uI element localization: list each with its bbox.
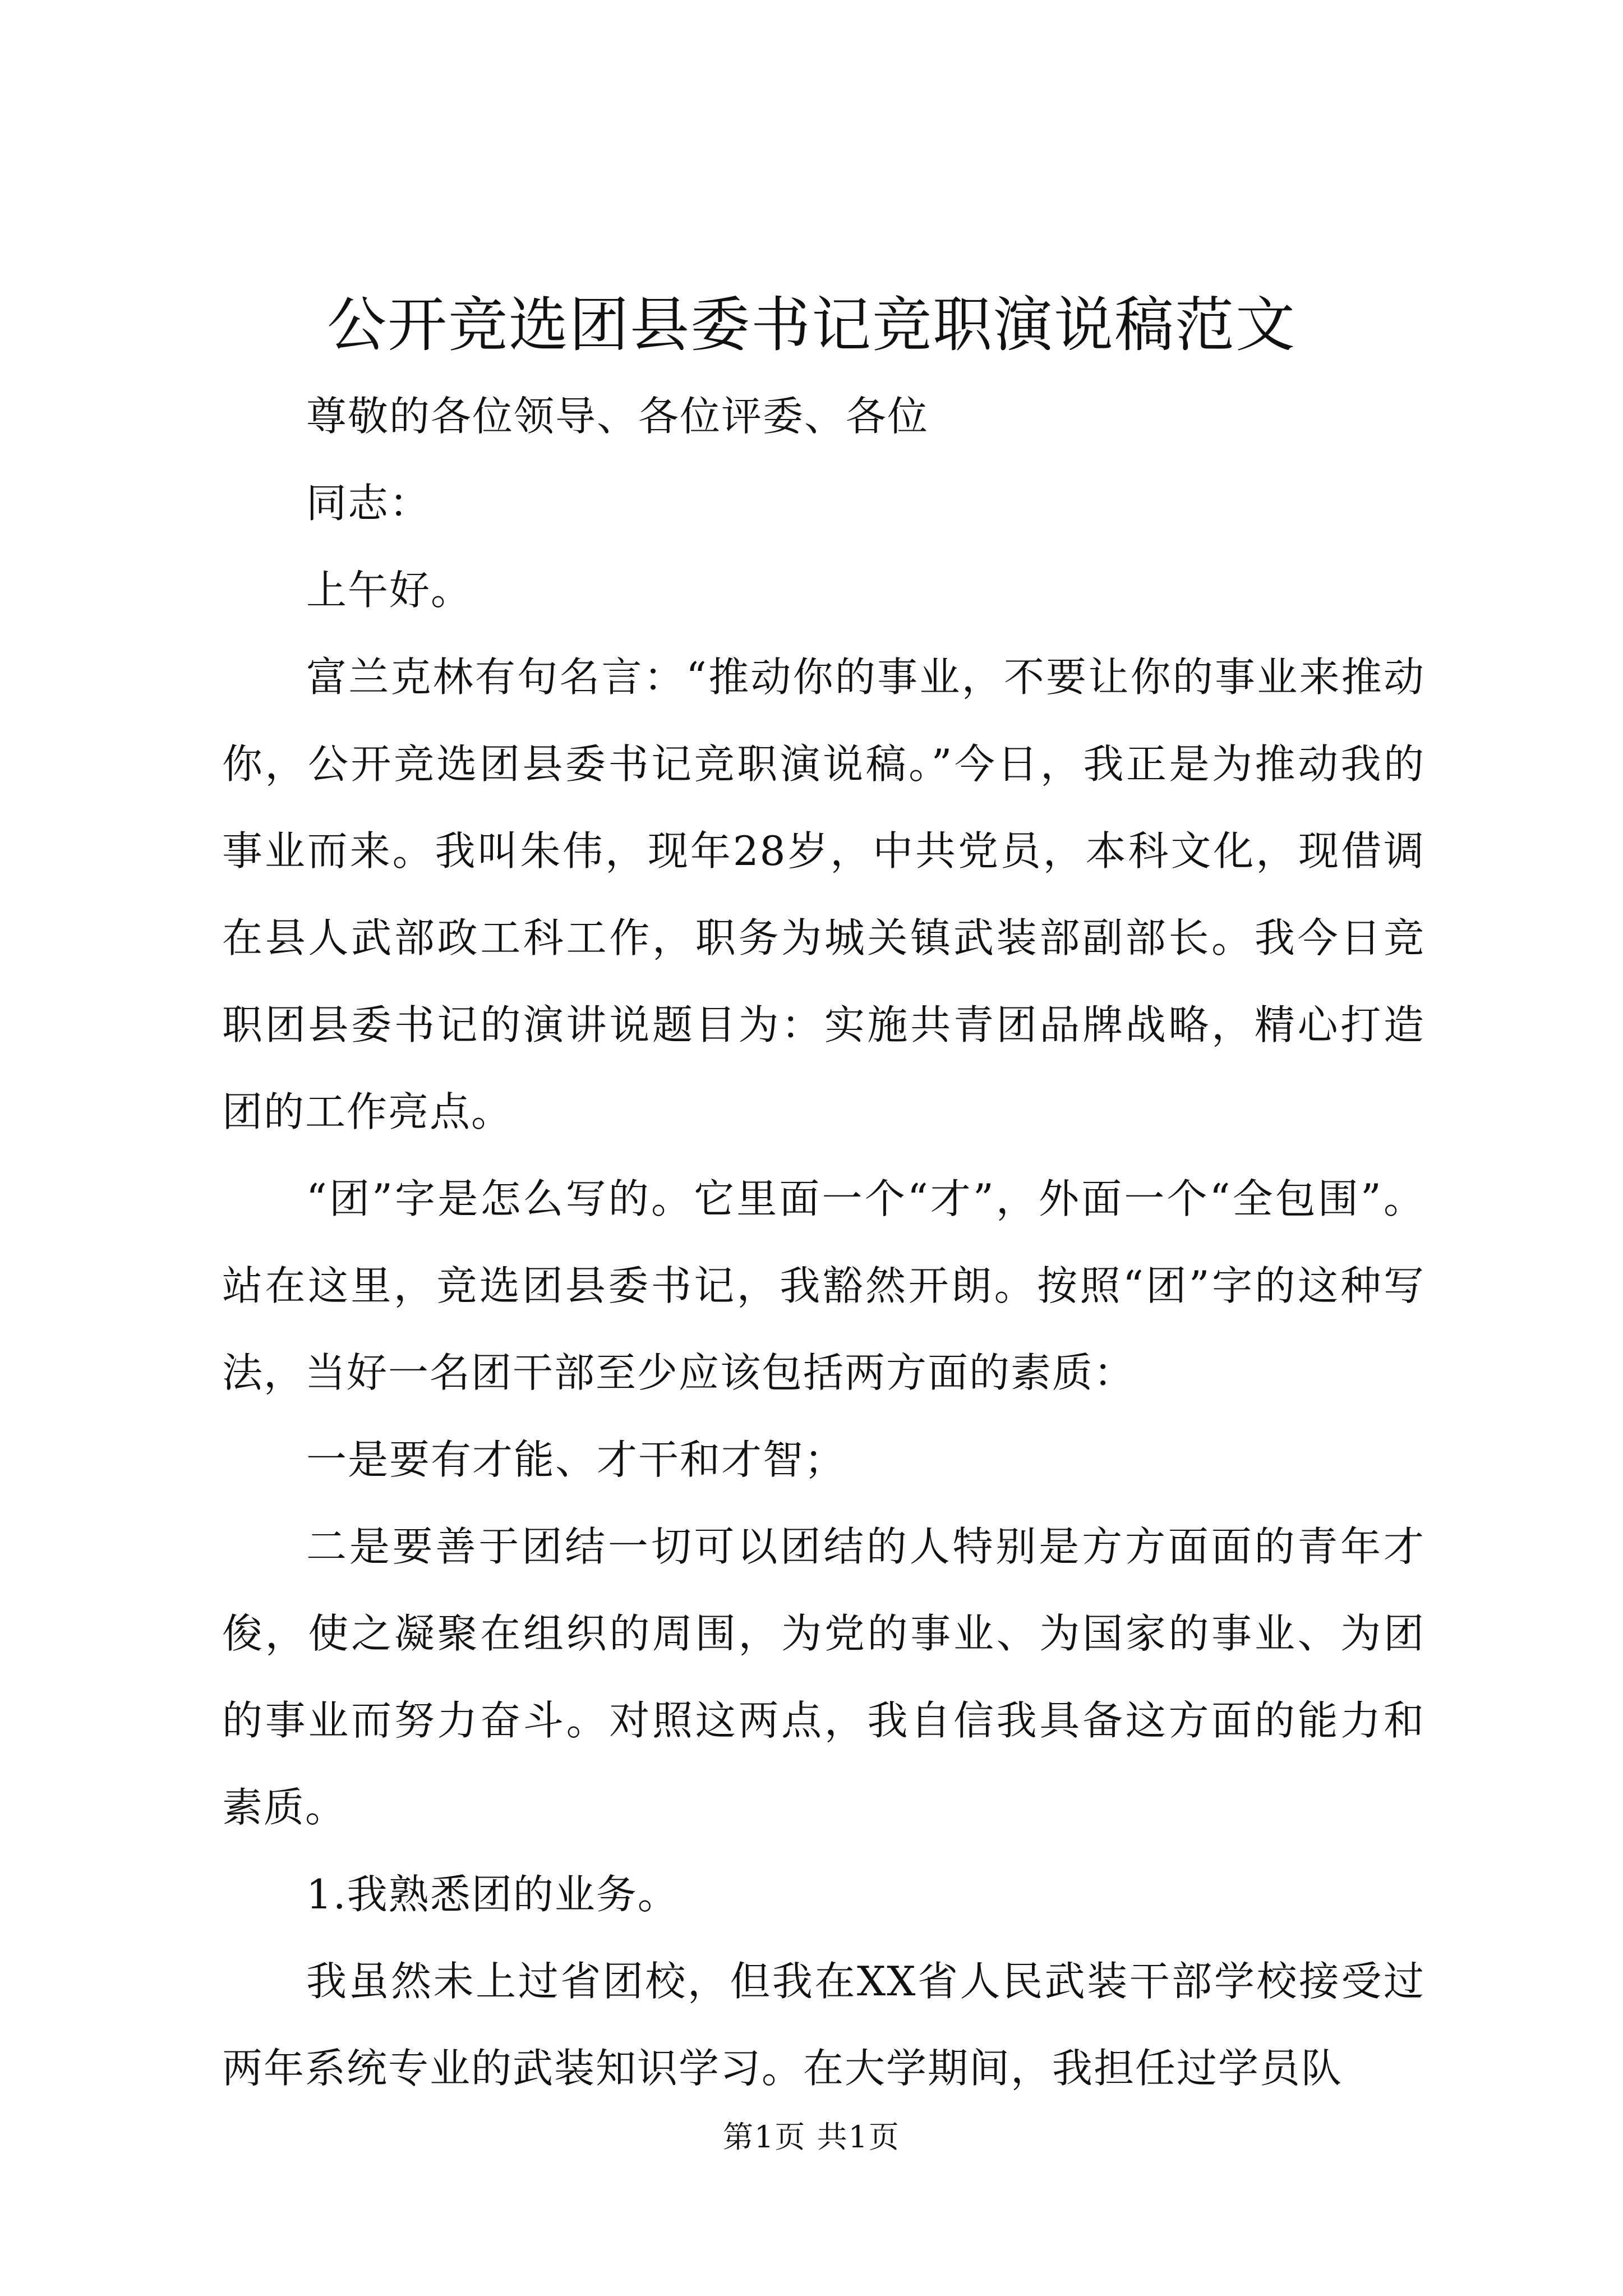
body-paragraph: “团”字是怎么写的。它里面一个“才”，外面一个“全包围”。站在这里，竞选团县委书记，我豁然开朗。按照“团”字的这种写法，当好一名团干部至少应该包括两方面的素质： [222, 1175, 1425, 1396]
body-paragraph: 二是要善于团结一切可以团结的人特别是方方面面的青年才俊，使之凝聚在组织的周围，为党的事业、为国家的事业、为团的事业而努力奋斗。对照这两点，我自信我具备这方面的能力和素质。 [222, 1523, 1425, 1831]
document-title: 公开竞选团县委书记竞职演说稿范文 [327, 291, 1296, 360]
section-heading: 1.我熟悉团的业务。 [306, 1871, 679, 1918]
body-paragraph: 我虽然未上过省团校，但我在XX省人民武装干部学校接受过两年系统专业的武装知识学习。在大学期间，我担任过学员队 [222, 1958, 1425, 2092]
page-footer: 第1页 共1页 [723, 2119, 900, 2155]
greeting-paragraph: 上午好。 [306, 567, 473, 614]
salutation-continued: 同志： [306, 480, 431, 527]
body-paragraph: 富兰克林有句名言：“推动你的事业，不要让你的事业来推动你，公开竞选团县委书记竞职演说稿。”今日，我正是为推动我的事业而来。我叫朱伟，现年28岁，中共党员，本科文化，现借调在县人武部政工科工作，职务为城关镇武装部副部长。我今日竞职团县委书记的演讲说题目为：实施共青团品牌战略，精心打造团的工作亮点。 [222, 654, 1425, 1135]
body-paragraph: 一是要有才能、才干和才智； [306, 1436, 846, 1483]
document-body [222, 373, 1425, 2112]
salutation-paragraph: 尊敬的各位领导、各位评委、各位 [306, 393, 929, 440]
